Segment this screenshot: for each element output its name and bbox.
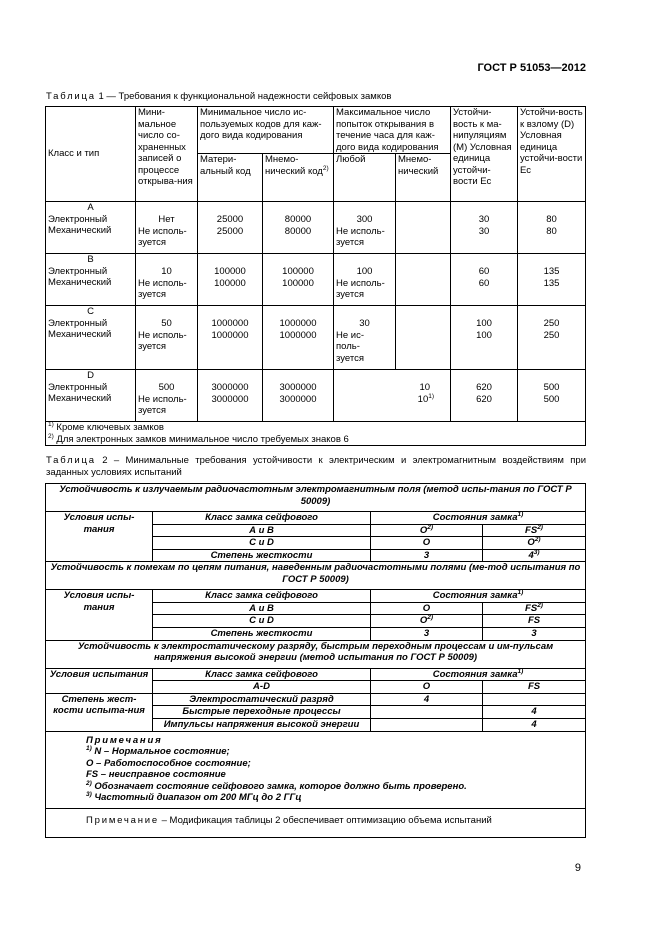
table1-footnotes: $^{1)}$ Кроме ключевых замков $^{2)}$ Для электронных замков минимальное число требуемых знаков 6 (46, 422, 586, 446)
table2-final-note: Примечание – Модификация таблицы 2 обеспечивает оптимизацию объема испытаний (46, 808, 586, 837)
section2-title: Устойчивость к помехам по цепям питания, наведенным радиочастотными полями (ме-тод испытания по ГОСТ Р 50009) (46, 562, 586, 590)
table-row-class-a: A Электронный Механический Нет Не исполь-зуется 25000 25000 80000 80000 300 Не исполь-зуется 30 30 80 80 (46, 202, 586, 254)
col-header-max-attempts: Максимальное число попыток открывания в течение часа для каж-дого вида кодирования (334, 107, 451, 154)
col-header-any: Любой (334, 154, 396, 202)
col-header-class: Класс и тип (46, 107, 136, 202)
col-header-mnemonic2: Мнемо-нический (396, 154, 451, 202)
page-number: 9 (574, 862, 581, 874)
table2-notes: Примечания $^{1)}$ N – Нормальное состояние; О – Работоспособное состояние; FS – неисправное состояние $^{2)}$ Обозначает состояние сейфового замка, которое должно быть проверено. $^{3)}$ Частотный диапазон от 200 МГц до 2 ГГц (46, 731, 586, 808)
section3-title: Устойчивость к электростатическому разряду, быстрым переходным процессам и им-пульсам напряжения высокой энергии (метод испытания по ГОСТ Р 50009) (46, 640, 586, 668)
table-em-resistance: Устойчивость к излучаемым радиочастотным электромагнитным поля (метод испы-тания по ГОСТ Р 50009) Условия испы-тания Класс замка сейфового Состояния замка$^{1)}$ А и В $O^{2)}$ FS$^{2)}$ С и D O $O^{2)}$ Степень жесткости 3 4$^{3)}$ Устойчивость к помехам по цепям питания, наведенным радиочастотными полями (ме-тод испытания по ГОСТ Р 50009) Условия испы-тания Класс замка сейфового Состояния замка$^{1)}$ А и В O FS$^{2)}$ С и D $O^{2)}$ FS Степень жесткости 3 3 Устойчивость к электростатическому разряду, быстрым переходным процессам и им-пульсам напряжения высокой энергии (метод испытания по ГОСТ Р 50009) Условия испытания Класс замка сейфового Состояния замка$^{1)}$ А-D O FS Степень жест-кости испыта-ния Электростатический разряд 4 Быстрые переходные процессы 4 Импульсы напряжения высокой энергии 4 Примечания $^{1)}$ N – Нормальное состояние; О – Работоспособное состояние; FS – неисправное состояние $^{2)}$ Обозначает состояние сейфового замка, которое должно быть проверено. $^{3)}$ Частотный диапазон от 200 МГц до 2 ГГц Примечание – Модификация таблицы 2 обеспечивает оптимизацию объема испытаний (45, 483, 586, 838)
table2-caption: Таблица 2 – Минимальные требования устойчивости к электрическим и электромагнитным воздействиям при заданных условиях испытаний (46, 455, 586, 478)
col-header-min-records: Мини-мальное число со-храненных записей о процессе открыва-ния (136, 107, 198, 202)
col-header-resist-manip: Устойчи-вость к ма-нипуляциям (М) Условная единица устойчи-вости Ес (451, 107, 518, 202)
section1-title: Устойчивость к излучаемым радиочастотным электромагнитным поля (метод испы-тания по ГОСТ Р 50009) (46, 484, 586, 512)
table1-caption: Таблица 1 — Требования к функциональной надежности сейфовых замков (46, 91, 392, 102)
document-header: ГОСТ Р 51053—2012 (477, 62, 586, 74)
table-lock-reliability (45, 106, 586, 446)
table-row-class-c: C Электронный Механический 50 Не исполь-зуется 1000000 1000000 1000000 1000000 30 Не ис-поль-зуется 100 100 250 250 (46, 306, 586, 370)
col-header-resist-break: Устойчи-вость к взлому (D) Условная единица устойчи-вости Ес (518, 107, 586, 202)
table-row-class-b: B Электронный Механический 10 Не исполь-зуется 100000 100000 100000 100000 100 Не исполь-зуется 60 60 135 135 (46, 254, 586, 306)
table-row-class-d: D Электронный Механический 500 Не исполь-зуется 3000000 3000000 3000000 3000000 10 10$^{1)}$ 620 620 500 500 (46, 370, 586, 422)
col-header-min-codes: Минимальное число ис-пользуемых кодов для каж-дого вида кодирования (198, 107, 334, 154)
col-header-mnemonic: Мнемо-нический код$^{2)}$ (263, 154, 334, 202)
col-header-material: Матери-альный код (198, 154, 263, 202)
